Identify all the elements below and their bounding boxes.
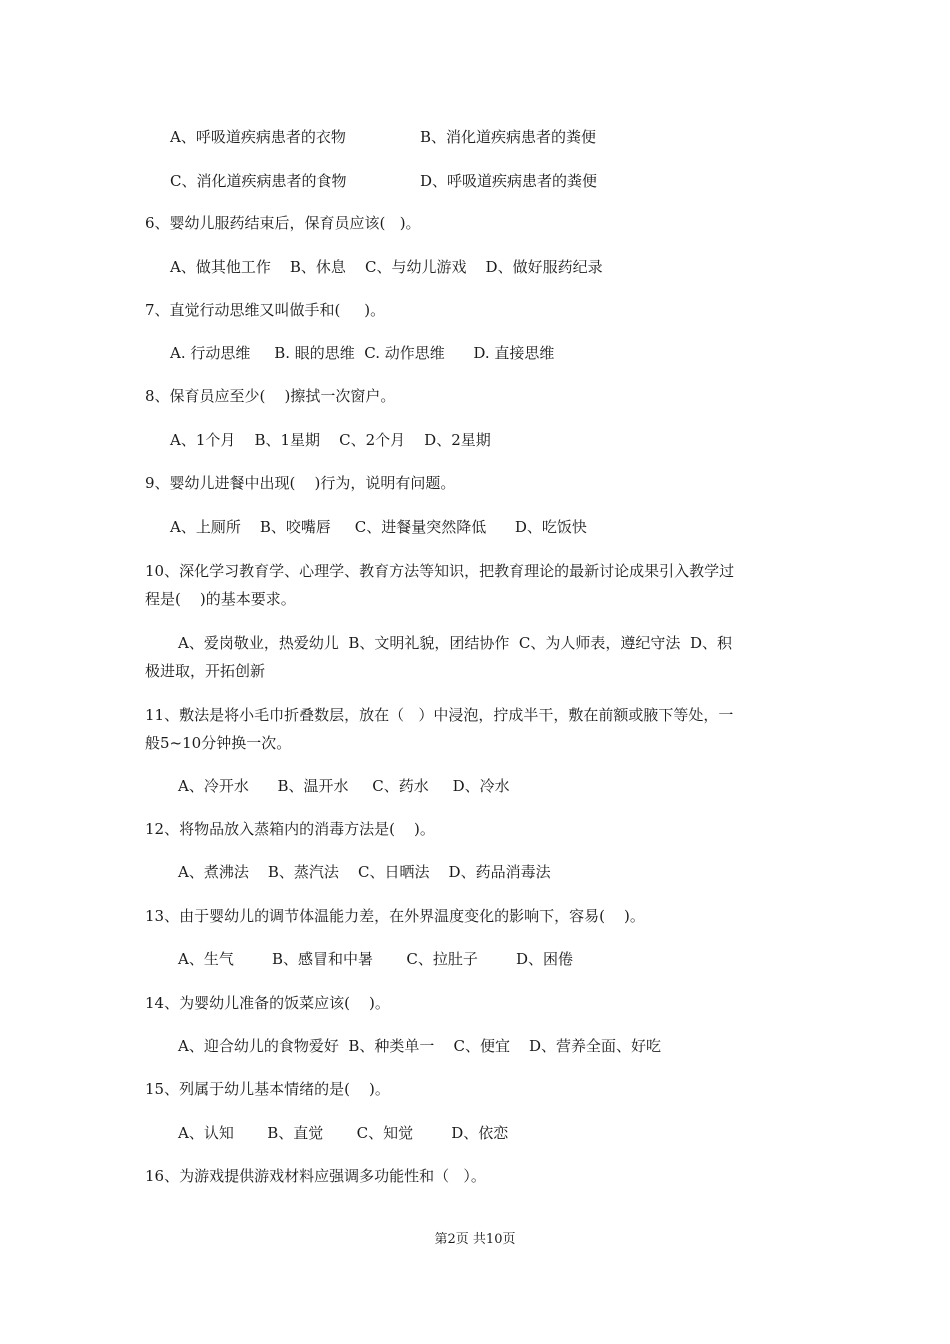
- question-text: 13、由于婴幼儿的调节体温能力差，在外界温度变化的影响下，容易( )。: [145, 907, 645, 925]
- question-text: 8、保育员应至少( )擦拭一次窗户。: [145, 387, 396, 405]
- wrapped-text: 般5~10分钟换一次。: [145, 734, 292, 752]
- option-row: A、爱岗敬业，热爱幼儿 B、文明礼貌，团结协作 C、为人师表，遵纪守法 D、积: [178, 634, 732, 652]
- option-row: A、上厕所 B、咬嘴唇 C、进餐量突然降低 D、吃饭快: [170, 518, 587, 536]
- option-text: A、呼吸道疾病患者的衣物: [170, 128, 346, 146]
- option-row: A、认知 B、直觉 C、知觉 D、依恋: [178, 1124, 509, 1142]
- option-row: A、煮沸法 B、蒸汽法 C、日晒法 D、药品消毒法: [178, 863, 551, 881]
- question-text: 15、列属于幼儿基本情绪的是( )。: [145, 1080, 390, 1098]
- option-row: [170, 171, 598, 191]
- question-text: 9、婴幼儿进餐中出现( )行为，说明有问题。: [145, 474, 456, 492]
- question-text: 11、敷法是将小毛巾折叠数层，放在（ ）中浸泡，拧成半干，敷在前额或腋下等处，一: [145, 706, 734, 724]
- question-text: 7、直觉行动思维又叫做手和( )。: [145, 301, 386, 319]
- option-row: A、冷开水 B、温开水 C、药水 D、冷水: [178, 777, 510, 795]
- question-text: 6、婴幼儿服药结束后，保育员应该( )。: [145, 214, 421, 232]
- question-text: 12、将物品放入蒸箱内的消毒方法是( )。: [145, 820, 435, 838]
- option-row: A、做其他工作 B、休息 C、与幼儿游戏 D、做好服药纪录: [170, 258, 603, 276]
- option-row: A、1个月 B、1星期 C、2个月 D、2星期: [170, 431, 491, 449]
- option-row: A、生气 B、感冒和中暑 C、拉肚子 D、困倦: [178, 950, 574, 968]
- option-row: A、迎合幼儿的食物爱好 B、种类单一 C、便宜 D、营养全面、好吃: [178, 1037, 662, 1055]
- option-text: C、消化道疾病患者的食物: [170, 172, 347, 190]
- question-text: 16、为游戏提供游戏材料应强调多功能性和（ ）。: [145, 1167, 486, 1185]
- question-text: 14、为婴幼儿准备的饭菜应该( )。: [145, 994, 390, 1012]
- wrapped-text: 程是( )的基本要求。: [145, 590, 296, 608]
- option-row: [170, 127, 597, 147]
- option-text: D、呼吸道疾病患者的粪便: [420, 172, 598, 190]
- option-row: A. 行动思维 B. 眼的思维 C. 动作思维 D. 直接思维: [170, 344, 555, 362]
- option-text: B、消化道疾病患者的粪便: [420, 128, 597, 146]
- page-footer: 第2页 共10页: [434, 1232, 516, 1247]
- question-text: 10、深化学习教育学、心理学、教育方法等知识，把教育理论的最新讨论成果引入教学过: [145, 562, 735, 580]
- wrapped-text: 极进取，开拓创新: [145, 662, 266, 680]
